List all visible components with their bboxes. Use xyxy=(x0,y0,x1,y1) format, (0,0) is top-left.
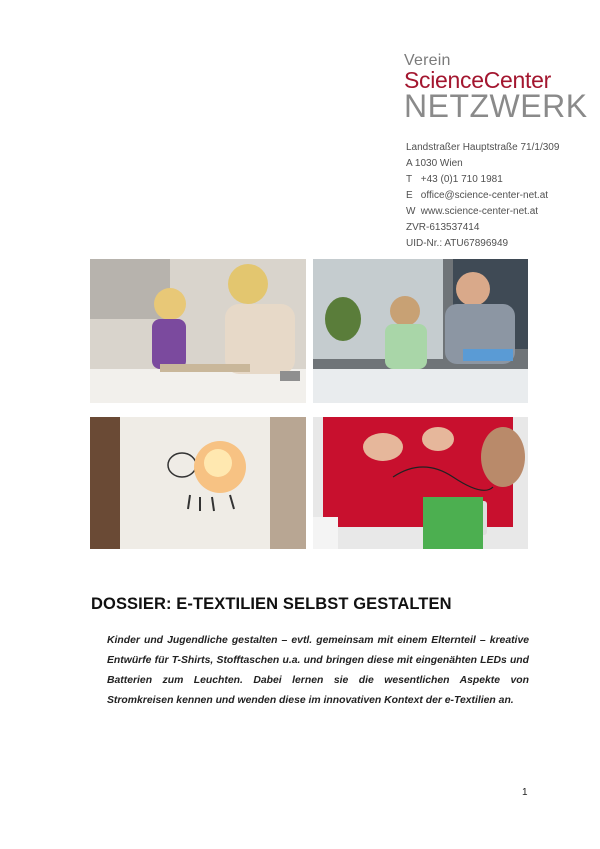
logo-verein-text: Verein xyxy=(404,52,451,69)
email-address[interactable]: office@science-center-net.at xyxy=(420,190,549,201)
address-city: A 1030 Wien xyxy=(406,158,463,169)
photo-girl-with-mother xyxy=(90,259,306,403)
logo-netzwerk-text: NETZWERK xyxy=(404,88,588,124)
address-email-row xyxy=(406,188,559,204)
zvr-number: ZVR-613537414 xyxy=(406,222,480,233)
address-street: Landstraßer Hauptstraße 71/1/309 xyxy=(406,142,560,153)
photo-boy-with-man xyxy=(313,259,528,403)
logo-sciencecenter-text: ScienceCenter xyxy=(404,67,551,93)
email-label: E xyxy=(406,190,413,201)
photo-red-fabric-drawing xyxy=(313,417,528,549)
address-phone-row xyxy=(406,172,559,188)
website-url[interactable]: www.science-center-net.at xyxy=(420,206,539,217)
document-title: DOSSIER: E-TEXTILIEN SELBST GESTALTEN xyxy=(91,595,452,613)
page-number: 1 xyxy=(522,787,528,798)
photo-tshirt-with-led-sheep xyxy=(90,417,306,549)
phone-number: +43 (0)1 710 1981 xyxy=(420,174,503,185)
address-block xyxy=(406,140,559,252)
organization-logo xyxy=(404,52,588,124)
web-label: W xyxy=(406,206,416,217)
intro-paragraph: Kinder und Jugendliche gestalten – evtl. gemeinsam mit einem Elternteil – kreative Entwürfe für T-Shirts, Stofftaschen u.a. und bringen diese mit eingenähten LEDs und Batterien zum Leuchten. Dabei lernen sie die wesentlichen Aspekte von Stromkreisen kennen und wenden diese im innovativen Kontext der e-Textilien an. xyxy=(107,635,529,706)
address-web-row xyxy=(406,204,559,220)
phone-label: T xyxy=(406,174,413,185)
uid-number: UID-Nr.: ATU67896949 xyxy=(406,238,509,249)
